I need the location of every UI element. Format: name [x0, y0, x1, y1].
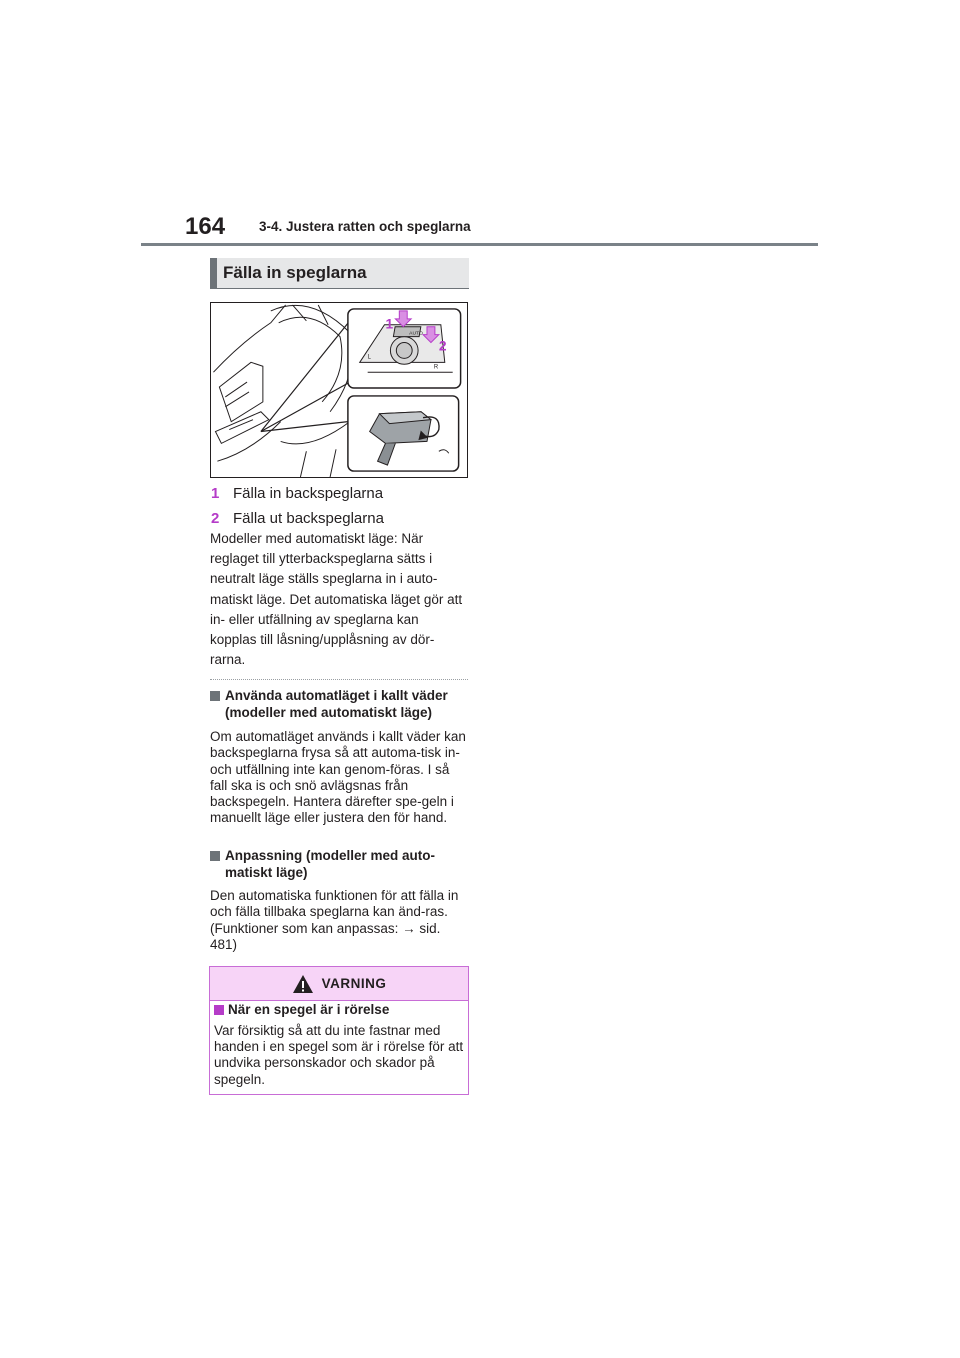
square-bullet-icon [210, 851, 220, 861]
warning-heading [214, 1002, 464, 1018]
chapter-title: 3-4. Justera ratten och speglarna [259, 219, 471, 234]
step-text: Fälla ut backspeglarna [233, 510, 384, 527]
steps-list [211, 481, 471, 531]
section-heading: Fälla in speglarna [210, 258, 469, 289]
square-bullet-icon [214, 1005, 224, 1015]
step-text: Fälla in backspeglarna [233, 485, 384, 502]
step-number: 2 [211, 510, 220, 527]
list-item [211, 481, 471, 506]
warning-header [210, 967, 468, 1001]
list-item [211, 506, 471, 531]
warning-title: VARNING [321, 976, 387, 991]
note-heading-customization [210, 848, 468, 881]
illustration-svg [211, 303, 467, 477]
note-body-customization: Den automatiska funktionen för att fälla in och fälla tillbaka speglarna kan änd-ras. (Funktioner som kan anpassas: → sid. 481) [210, 888, 459, 952]
dotted-divider [210, 679, 468, 680]
header-rule [141, 243, 818, 246]
warning-box [209, 966, 469, 1095]
step-number: 1 [211, 485, 220, 502]
warning-heading-text: När en spegel är i rörelse [228, 1002, 390, 1017]
switch-left-label: L [367, 354, 371, 361]
mirror-switch-illustration [210, 302, 468, 478]
note-heading-text: Anpassning (modeller med auto-matiskt läge) [225, 848, 436, 880]
warning-triangle-icon [292, 974, 314, 994]
note-heading-text: Använda automatläget i kallt väder (modeller med automatiskt läge) [225, 688, 448, 720]
warning-body: Var försiktig så att du inte fastnar med handen i en spegel som är i rörelse för att undvika personskador och skador på spegeln. [214, 1023, 464, 1087]
callout-1: 1 [385, 315, 394, 332]
page-number: 164 [185, 213, 226, 240]
note-heading-cold-weather [210, 688, 468, 721]
note-body-cold-weather: Om automatläget används i kallt väder kan backspeglarna frysa så att automa-tisk in- och utfällning inte kan genom-föras. I så fall ska is och snö avlägsnas från backspegeln. Hantera därefter spe-geln i manuellt läge eller justera den för hand. [210, 729, 466, 826]
leader-lines [261, 321, 350, 432]
intro-paragraph: Modeller med automatiskt läge: När reglaget till ytterbackspeglarna sätts i neutralt läge ställs speglarna in i auto-matiskt läge. Det automatiska läget gör att in- eller utfällning av speglarna kan kopplas till låsning/upplåsning av dör-rarna. [210, 531, 463, 668]
interior-line-art [213, 305, 352, 477]
switch-right-label: R [433, 364, 439, 371]
callout-2: 2 [438, 337, 447, 354]
square-bullet-icon [210, 691, 220, 701]
auto-button-label: AUTO [409, 331, 423, 337]
